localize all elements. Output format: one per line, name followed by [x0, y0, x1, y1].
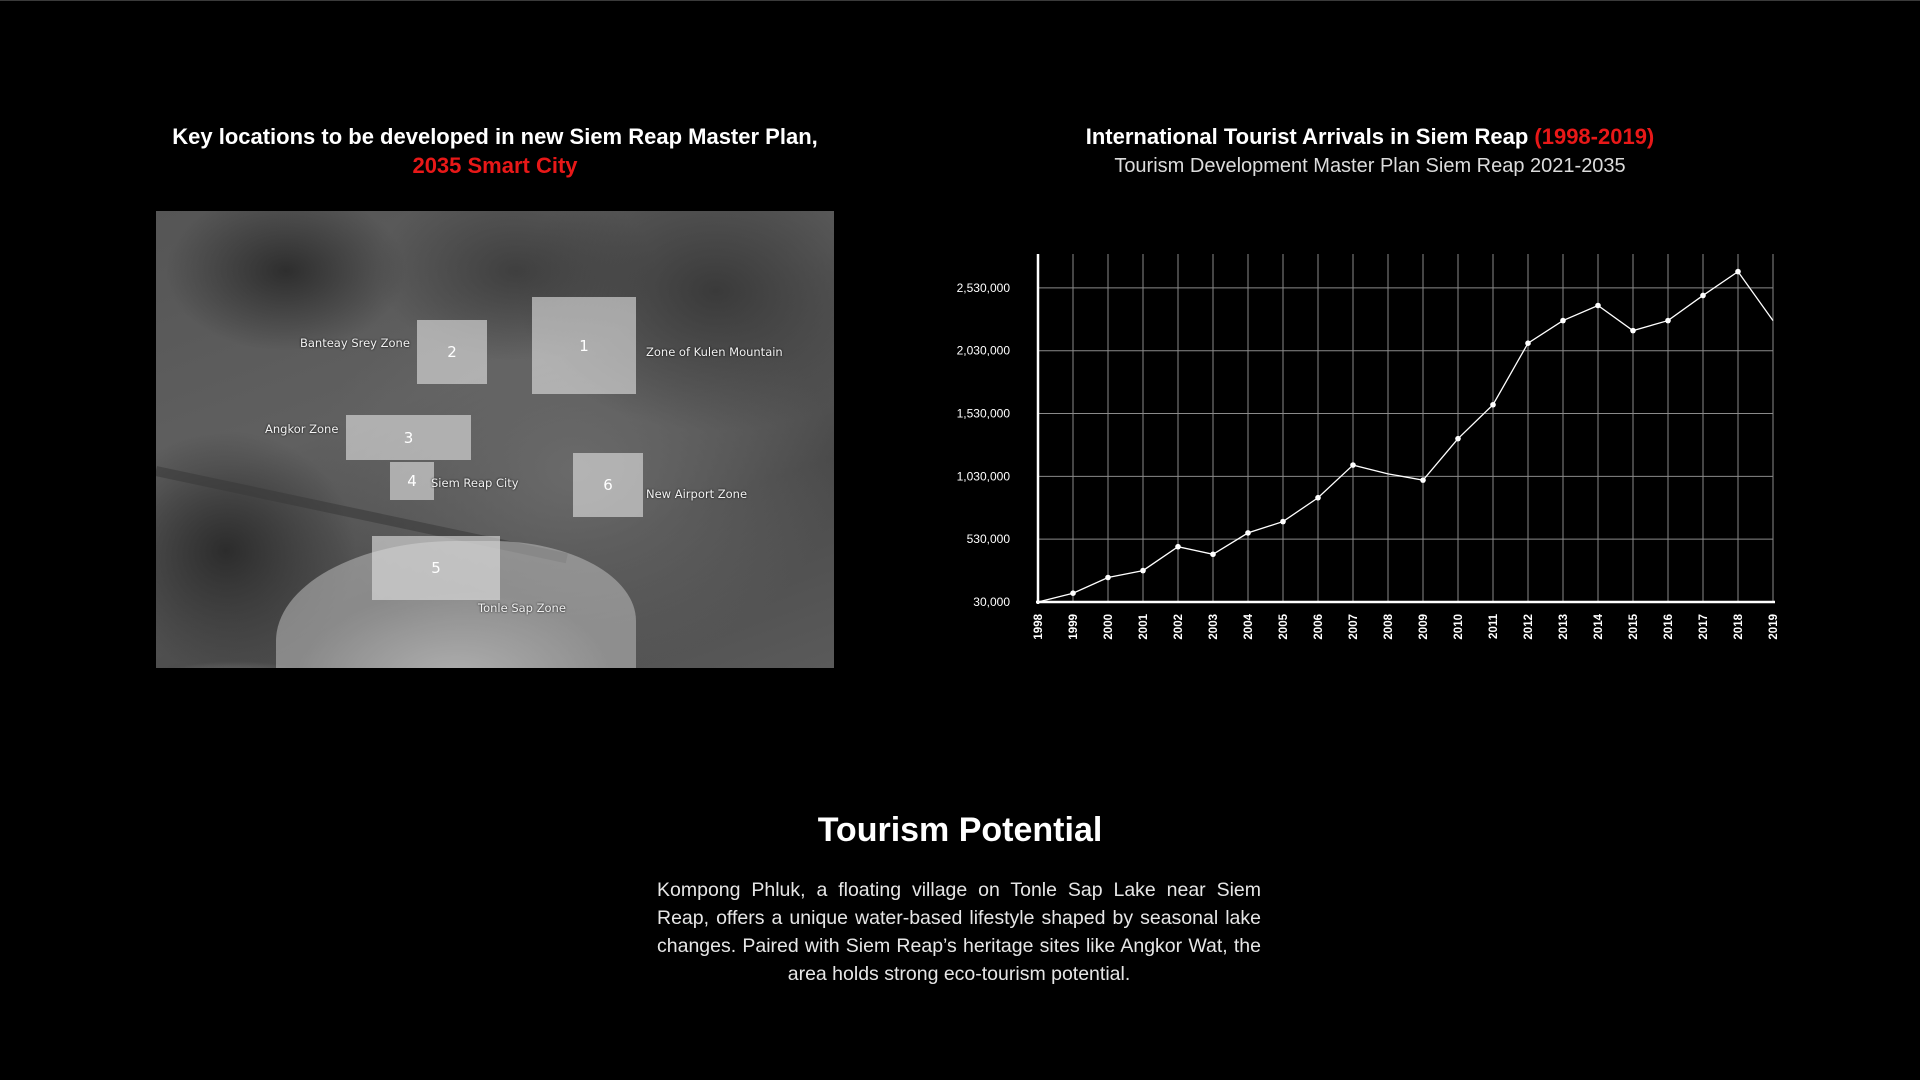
- zone-1-label: Zone of Kulen Mountain: [646, 345, 783, 359]
- map-title: [130, 122, 860, 180]
- y-tick-label-5: 2,530,000: [956, 280, 1010, 295]
- zone-3-box: 3: [346, 415, 471, 460]
- zone-5-box: 5: [372, 536, 500, 600]
- x-tick-label-2000: 2000: [1103, 614, 1115, 640]
- data-point-2004: [1245, 530, 1251, 536]
- x-tick-label-2008: 2008: [1383, 614, 1395, 640]
- chart-subtitle: Tourism Development Master Plan Siem Reap 2021-2035: [1114, 155, 1626, 177]
- data-point-2010: [1455, 436, 1461, 442]
- x-tick-label-2002: 2002: [1173, 614, 1185, 640]
- x-tick-label-2014: 2014: [1593, 614, 1605, 640]
- x-tick-label-2012: 2012: [1523, 614, 1535, 640]
- x-tick-label-2015: 2015: [1628, 614, 1640, 640]
- x-tick-label-2018: 2018: [1733, 614, 1745, 640]
- x-tick-label-2011: 2011: [1488, 614, 1500, 639]
- x-tick-label-2016: 2016: [1663, 614, 1675, 640]
- x-tick-label-2007: 2007: [1348, 614, 1360, 640]
- zone-3-label: Angkor Zone: [265, 422, 339, 436]
- series-line: [1038, 272, 1773, 602]
- chart-series: [1038, 269, 1773, 602]
- chart-tick-labels: [957, 281, 1780, 640]
- data-point-2003: [1210, 551, 1216, 557]
- section-title: Tourism Potential: [817, 811, 1103, 849]
- data-point-1999: [1070, 590, 1076, 596]
- data-point-2012: [1525, 340, 1531, 346]
- zone-6-label: New Airport Zone: [646, 487, 748, 501]
- x-tick-label-2004: 2004: [1243, 614, 1255, 640]
- data-point-2013: [1560, 318, 1566, 324]
- x-tick-label-1999: 1999: [1068, 614, 1080, 640]
- x-tick-label-2003: 2003: [1208, 614, 1220, 640]
- x-tick-label-2005: 2005: [1278, 614, 1290, 640]
- x-tick-label-2017: 2017: [1698, 614, 1710, 640]
- data-point-2005: [1280, 519, 1286, 525]
- x-tick-label-2010: 2010: [1453, 614, 1465, 640]
- zone-2-box: 2: [417, 320, 487, 384]
- x-tick-label-2009: 2009: [1418, 614, 1430, 640]
- data-point-2001: [1140, 568, 1146, 574]
- y-tick-label-1: 530,000: [966, 532, 1010, 547]
- zone-4-label: Siem Reap City: [431, 476, 519, 490]
- y-tick-label-3: 1,530,000: [956, 406, 1010, 421]
- satellite-map: [156, 211, 834, 668]
- zone-2-label: Banteay Srey Zone: [300, 336, 410, 350]
- map-title-line2: 2035 Smart City: [412, 153, 578, 178]
- map-title-line1: Key locations to be developed in new Siem Reap Master Plan,: [172, 124, 818, 149]
- x-tick-label-2019: 2019: [1768, 614, 1780, 640]
- data-point-2018: [1735, 269, 1741, 275]
- data-point-2015: [1630, 328, 1636, 334]
- y-tick-label-0: 30,000: [973, 595, 1010, 609]
- arrivals-line-chart: [940, 240, 1800, 660]
- y-tick-label-2: 1,030,000: [956, 469, 1010, 484]
- data-point-2007: [1350, 462, 1356, 468]
- x-tick-label-2001: 2001: [1138, 614, 1150, 640]
- data-point-2002: [1175, 544, 1181, 550]
- zone-1-box: 1: [532, 297, 636, 394]
- data-point-2016: [1665, 318, 1671, 324]
- top-divider: [0, 0, 1920, 1]
- chart-axes: [1036, 254, 1775, 604]
- data-point-2000: [1105, 575, 1111, 581]
- zone-4-box: 4: [390, 462, 434, 500]
- x-tick-label-2006: 2006: [1313, 614, 1325, 640]
- data-point-2014: [1595, 303, 1601, 309]
- y-tick-label-4: 2,030,000: [956, 343, 1010, 358]
- chart-title-main: International Tourist Arrivals in Siem Reap: [1085, 124, 1529, 149]
- x-tick-label-1998: 1998: [1033, 614, 1045, 640]
- section-body: Kompong Phluk, a floating village on Tonle Sap Lake near Siem Reap, offers a unique water-based lifestyle shaped by seasonal lake changes. Paired with Siem Reap’s heritage sites like Angkor Wat, the area holds strong eco-tourism potential.: [657, 879, 1261, 985]
- chart-grid: [1038, 254, 1773, 602]
- data-point-2006: [1315, 495, 1321, 501]
- chart-title: [1030, 123, 1710, 151]
- zone-6-box: 6: [573, 453, 643, 517]
- data-point-2009: [1420, 477, 1426, 483]
- chart-title-highlight: (1998-2019): [1534, 124, 1655, 149]
- x-tick-label-2013: 2013: [1558, 614, 1570, 640]
- data-point-2017: [1700, 293, 1706, 299]
- data-point-2011: [1490, 402, 1496, 408]
- zone-5-label: Tonle Sap Zone: [478, 601, 566, 615]
